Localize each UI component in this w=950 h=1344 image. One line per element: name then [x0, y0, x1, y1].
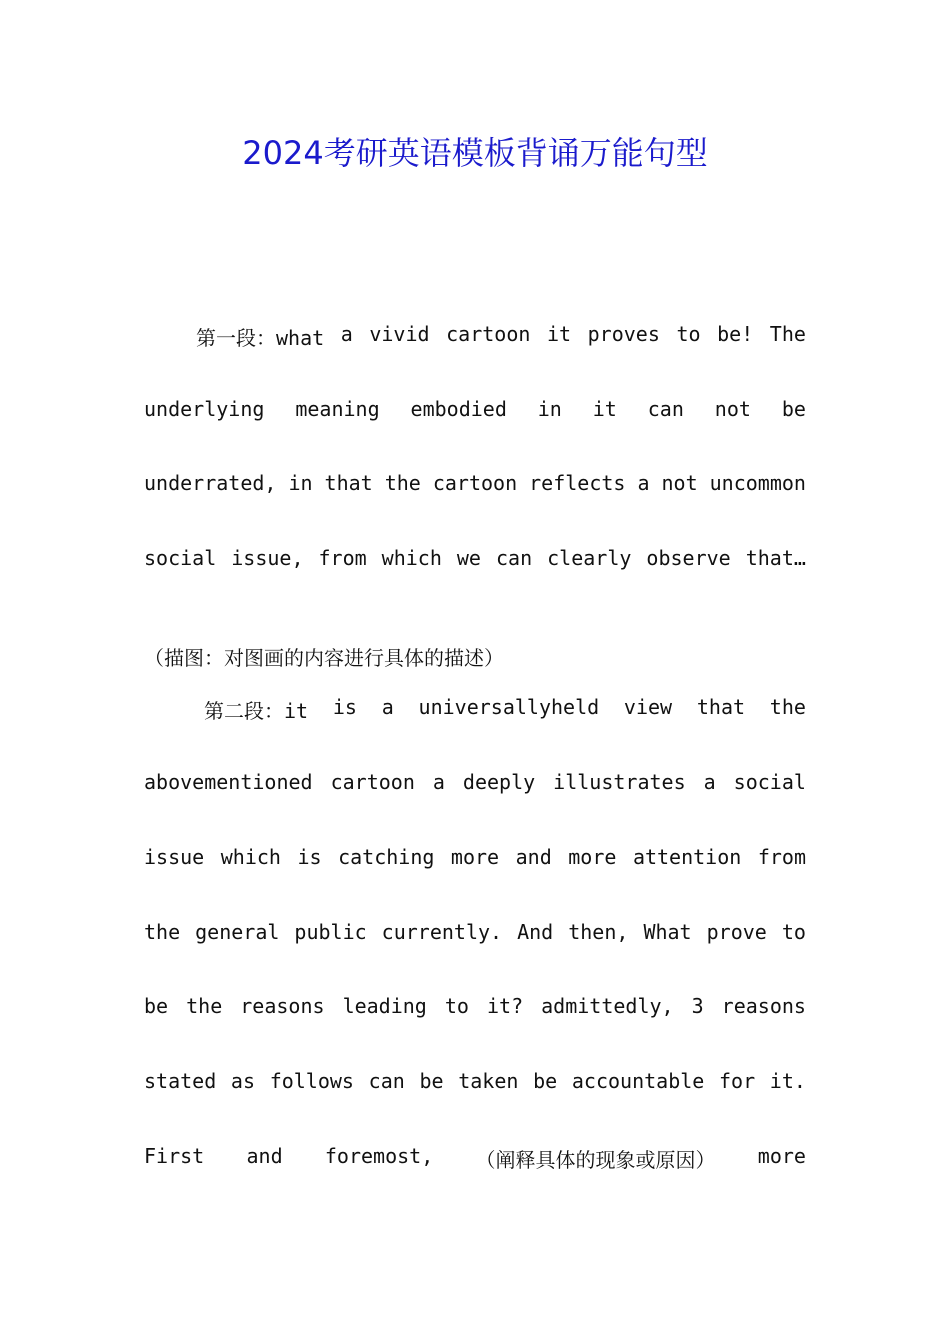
word: reasons — [721, 994, 806, 1019]
word: a — [637, 471, 650, 496]
word: clearly — [547, 546, 632, 571]
word: be — [533, 1068, 558, 1093]
word: more — [450, 844, 500, 869]
word: that… — [745, 546, 806, 571]
word: from — [757, 844, 806, 869]
word: stated — [144, 1068, 217, 1093]
word: we — [456, 546, 481, 571]
word: uncommon — [709, 471, 806, 496]
word: to — [444, 994, 469, 1019]
word: （阐释具体的现象或原因） — [475, 1147, 716, 1172]
word: public — [294, 919, 367, 944]
word: underlying — [144, 396, 265, 421]
word: a — [703, 770, 716, 795]
word: follows — [269, 1068, 354, 1093]
word: view — [623, 695, 673, 720]
word: 第一段：what — [196, 326, 325, 350]
word: and — [246, 1143, 283, 1168]
paragraph-1-note: （描图：对图画的内容进行具体的描述） — [144, 645, 504, 670]
word: 3 — [691, 994, 704, 1019]
word: from — [318, 546, 367, 571]
word: to — [781, 919, 806, 944]
word: be — [144, 994, 169, 1019]
word: can — [495, 546, 533, 571]
word: What — [643, 919, 692, 944]
word: is — [297, 844, 322, 869]
word: prove — [706, 919, 767, 944]
word: and — [515, 844, 552, 869]
word: cartoon — [446, 322, 531, 346]
word: which — [220, 844, 281, 869]
word: it. — [769, 1068, 806, 1093]
word: social — [733, 770, 806, 795]
word: observe — [646, 546, 731, 571]
word: a — [340, 322, 353, 346]
word: accountable — [571, 1068, 705, 1093]
word: that — [324, 471, 373, 496]
word: deeply — [462, 770, 536, 795]
paragraph-2-line-7 — [144, 1144, 806, 1219]
word: the — [144, 919, 181, 944]
word: universallyheld — [418, 695, 600, 720]
word: can — [647, 396, 684, 421]
word: And — [517, 919, 554, 944]
word: a — [432, 770, 445, 795]
word: in — [288, 471, 313, 496]
word: vivid — [369, 322, 430, 346]
word: a — [381, 695, 394, 720]
word: attention — [632, 844, 742, 869]
word: social — [144, 546, 217, 571]
word: be — [419, 1068, 444, 1093]
paragraph-1-line-3 — [144, 471, 806, 546]
word: it — [546, 322, 572, 346]
word: leading — [342, 994, 427, 1019]
word: The — [769, 322, 806, 346]
word: that — [696, 695, 746, 720]
word: cartoon — [330, 770, 415, 795]
paragraph-2-line-4 — [144, 920, 806, 995]
paragraph-2-line-2 — [144, 770, 806, 845]
paragraph-1 — [144, 322, 806, 695]
word: taken — [458, 1068, 519, 1093]
word: to — [676, 322, 701, 346]
word: cartoon — [432, 471, 518, 496]
document-title: 2024考研英语模板背诵万能句型 — [242, 134, 708, 172]
word: catching — [338, 844, 435, 869]
word: it — [592, 396, 617, 421]
paragraph-1-line-2 — [144, 397, 806, 472]
paragraph-1-line-1 — [144, 322, 806, 397]
word: general — [195, 919, 280, 944]
word: underrated, — [144, 471, 277, 496]
word: First — [144, 1143, 205, 1168]
word: meaning — [295, 396, 380, 421]
word: reasons — [240, 994, 325, 1019]
word: more — [757, 1143, 806, 1168]
paragraph-2-line-3 — [144, 845, 806, 920]
word: it? — [486, 994, 524, 1019]
word: issue, — [231, 546, 304, 571]
paragraph-2 — [144, 695, 806, 1218]
word: can — [368, 1068, 405, 1093]
word: issue — [144, 844, 205, 869]
word: currently. — [381, 919, 503, 944]
word: the — [384, 471, 421, 496]
word: which — [381, 546, 442, 571]
paragraph-2-line-5 — [144, 994, 806, 1069]
word: not — [661, 471, 698, 496]
paragraph-2-line-1 — [144, 695, 806, 770]
word: abovementioned — [144, 770, 313, 795]
word: be — [781, 396, 806, 421]
word: the — [769, 695, 806, 720]
word: in — [537, 396, 562, 421]
word: then, — [568, 919, 629, 944]
paragraph-1-line-4 — [144, 546, 806, 621]
paragraph-2-line-6 — [144, 1069, 806, 1144]
word: admittedly, — [541, 994, 674, 1019]
word: proves — [587, 322, 660, 346]
word: illustrates — [553, 770, 686, 795]
word: embodied — [410, 396, 507, 421]
word: be! — [717, 322, 754, 346]
word: reflects — [529, 471, 626, 496]
word: foremost, — [324, 1143, 434, 1168]
word: is — [332, 695, 357, 720]
document-body — [144, 322, 806, 1218]
word: as — [230, 1068, 256, 1093]
word: for — [719, 1068, 756, 1093]
word: the — [186, 994, 223, 1019]
word: not — [714, 396, 751, 421]
word: 第二段：it — [204, 699, 309, 724]
word: more — [568, 844, 617, 869]
